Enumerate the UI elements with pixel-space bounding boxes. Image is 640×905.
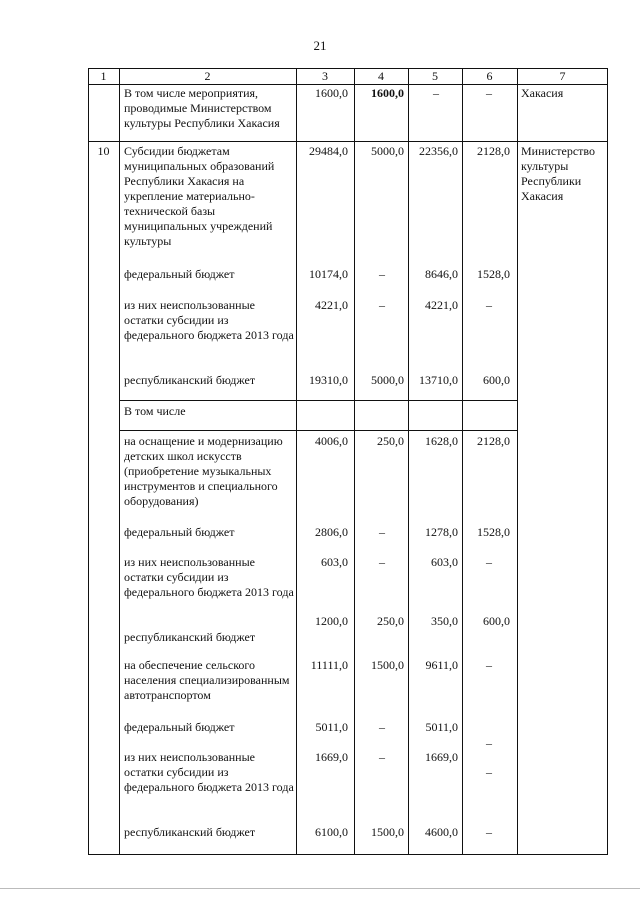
cell-2015: 22356,0 [419, 144, 458, 158]
page-number: 21 [313, 38, 327, 53]
header-divider [88, 84, 608, 85]
cell-2015: 1278,0 [425, 525, 458, 539]
row-description: из них неиспользованные остатки субсидии из федерального бюджета 2013 года [124, 298, 294, 342]
cell-total: 1200,0 [315, 614, 348, 628]
row-description: федеральный бюджет [124, 720, 235, 734]
header-col-6: 6 [486, 69, 493, 83]
cell-2014: – [379, 555, 385, 569]
cell-total: 4006,0 [315, 434, 348, 448]
cell-2014: 5000,0 [371, 144, 404, 158]
cell-2016: – [486, 825, 492, 839]
header-col-3: 3 [322, 69, 328, 83]
row-divider [119, 400, 517, 401]
cell-2016: 2128,0 [477, 434, 510, 448]
cell-2015: 8646,0 [425, 267, 458, 281]
row-divider [88, 141, 608, 142]
row-description: на оснащение и модернизацию детских школ искусств (приобретение музыкальных инструментов и специального оборудования) [124, 434, 283, 508]
cell-2014: 250,0 [377, 434, 404, 448]
cell-2015: 5011,0 [425, 720, 458, 734]
cell-2016: – [486, 86, 492, 100]
cell-2014: 1500,0 [371, 658, 404, 672]
row-description: федеральный бюджет [124, 267, 235, 281]
cell-2015: 9611,0 [425, 658, 458, 672]
cell-2014: – [379, 267, 385, 281]
cell-2016: – [486, 765, 492, 779]
header-col-4: 4 [378, 69, 384, 83]
row-description: из них неиспользованные остатки субсидии из федерального бюджета 2013 года [124, 555, 294, 599]
col-divider [354, 68, 355, 855]
cell-2014: 250,0 [377, 614, 404, 628]
cell-2016: – [486, 298, 492, 312]
cell-total: 5011,0 [315, 720, 348, 734]
header-col-2: 2 [204, 69, 211, 83]
header-col-5: 5 [432, 69, 438, 83]
cell-total: 603,0 [321, 555, 348, 569]
row-description: Субсидии бюджетам муниципальных образований Республики Хакасия на укрепление материально-технической базы муниципальных учреждений культуры [124, 144, 275, 248]
col-divider [408, 68, 409, 855]
cell-2016: – [486, 736, 492, 750]
row-description: из них неиспользованные остатки субсидии из федерального бюджета 2013 года [124, 750, 294, 794]
cell-2016: – [486, 658, 492, 672]
cell-2015: 603,0 [431, 555, 458, 569]
cell-2016: 2128,0 [477, 144, 510, 158]
cell-executor: Хакасия [521, 86, 564, 100]
cell-total: 11111,0 [310, 658, 348, 672]
cell-2015: 1669,0 [425, 750, 458, 764]
col-divider [462, 68, 463, 855]
cell-2014: – [379, 298, 385, 312]
cell-total: 4221,0 [315, 298, 348, 312]
cell-2016: 1528,0 [477, 267, 510, 281]
cell-2015: 13710,0 [419, 373, 458, 387]
row-divider [119, 430, 517, 431]
cell-total: 19310,0 [309, 373, 348, 387]
row-description: республиканский бюджет [124, 373, 256, 387]
cell-2014: – [379, 750, 385, 764]
cell-total: 1669,0 [315, 750, 348, 764]
row-description: В том числе мероприятия, проводимые Министерством культуры Республики Хакасия [124, 86, 280, 130]
cell-total: 10174,0 [309, 267, 348, 281]
row-description: федеральный бюджет [124, 525, 235, 539]
row-description: республиканский бюджет [124, 825, 256, 839]
subsection-heading: В том числе [124, 404, 186, 418]
col-divider [119, 68, 120, 855]
cell-2014: – [379, 720, 385, 734]
cell-2016: – [486, 555, 492, 569]
cell-2016: 1528,0 [477, 525, 510, 539]
scan-edge-line [0, 888, 640, 889]
cell-2014: 1500,0 [371, 825, 404, 839]
cell-total: 2806,0 [315, 525, 348, 539]
header-col-7: 7 [559, 69, 566, 83]
header-col-1: 1 [100, 69, 107, 83]
cell-2015: 1628,0 [425, 434, 458, 448]
row-description: на обеспечение сельского населения специализированным автотранспортом [124, 658, 290, 702]
cell-executor: Министерство культуры Республики Хакасия [521, 144, 595, 203]
cell-2015: 4221,0 [425, 298, 458, 312]
cell-2015: 350,0 [431, 614, 458, 628]
cell-total: 29484,0 [309, 144, 348, 158]
cell-2016: 600,0 [483, 373, 510, 387]
cell-2015: 4600,0 [425, 825, 458, 839]
cell-2016: 600,0 [483, 614, 510, 628]
cell-2014: 5000,0 [371, 373, 404, 387]
cell-total: 6100,0 [315, 825, 348, 839]
row-description: республиканский бюджет [124, 630, 256, 644]
cell-total: 1600,0 [315, 86, 348, 100]
cell-2014: – [379, 525, 385, 539]
cell-2014: 1600,0 [371, 86, 404, 100]
cell-2015: – [433, 86, 439, 100]
col-divider [296, 68, 297, 855]
row-number: 10 [97, 144, 110, 158]
col-divider [517, 68, 518, 855]
